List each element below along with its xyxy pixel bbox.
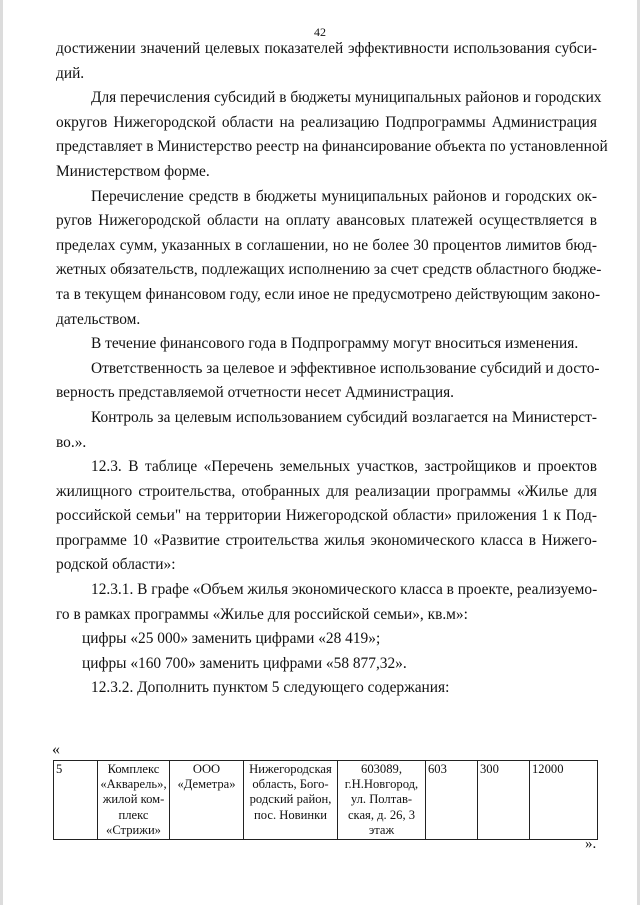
paragraph-line: цифры «160 700» заменить цифрами «58 877,32».: [82, 654, 407, 672]
paragraph-line: 12.3. В таблице «Перечень земельных участков, застройщиков и проектов: [91, 458, 597, 476]
paragraph-line: та в текущем финансовом году, если иное не предусмотрено действующим законо-: [56, 285, 601, 303]
projects-table: [53, 760, 598, 840]
scan-edge-left: [0, 0, 3, 905]
cell-address-line: 603089,: [361, 762, 402, 776]
paragraph-line: Ответственность за целевое и эффективное использование субсидий и досто-: [91, 359, 600, 377]
cell-project: [98, 761, 170, 840]
paragraph-line: во.».: [56, 433, 87, 451]
paragraph-line: дательством.: [56, 310, 141, 328]
paragraph-line: Контроль за целевым использованием субсидий возлагается на Министерст-: [91, 408, 597, 426]
cell-value-2: 300: [478, 761, 530, 840]
cell-address: [338, 761, 426, 840]
cell-location-line: родский район,: [249, 792, 332, 807]
paragraph-line: пределах сумм, указанных в соглашении, но не более 30 процентов лимитов бюд-: [56, 236, 597, 254]
cell-project-line: жилой ком-: [102, 792, 165, 807]
paragraph-line: достижении значений целевых показателей эффективности использования субси-: [56, 40, 597, 57]
paragraph-line: го в рамках программы «Жилье для российской семьи», кв.м»:: [56, 605, 468, 623]
closing-quote: ».: [585, 836, 597, 852]
cell-project-line: Комплекс: [107, 762, 160, 776]
cell-number: 5: [54, 761, 98, 840]
paragraph-line: верность представляемой отчетности несет Администрация.: [56, 384, 454, 402]
page-number: 42: [314, 25, 326, 39]
table-row: [54, 761, 598, 840]
paragraph-line: 12.3.1. В графе «Объем жилья экономического класса в проекте, реализуемо-: [91, 581, 598, 599]
cell-location-line: Нижегородская: [249, 762, 332, 776]
paragraph-line: программе 10 «Развитие строительства жилья экономического класса в Нижего-: [56, 531, 597, 549]
paragraph-line: дий.: [56, 64, 85, 82]
paragraph-line: Перечисление средств в бюджеты муниципальных районов и городских ок-: [91, 187, 597, 205]
cell-address-line: этаж: [368, 822, 395, 837]
cell-developer: [170, 761, 244, 840]
opening-quote: «: [52, 741, 60, 758]
cell-address-line: г.Н.Новгород,: [344, 777, 419, 792]
cell-developer-line: «Деметра»: [177, 777, 236, 792]
cell-project-line: «Акварель»,: [100, 777, 167, 792]
paragraph-line: представляет в Министерство реестр на финансирование объекта по установленной: [56, 138, 608, 156]
cell-value-3: 12000: [530, 761, 598, 840]
paragraph-line: жилищного строительства, отобранных для реализации программы «Жилье для: [56, 482, 597, 500]
cell-project-line: «Стрижи»: [106, 822, 161, 837]
paragraph-line: родской области»:: [56, 556, 176, 574]
document-body: [56, 37, 608, 701]
paragraph-line: Министерством форме.: [56, 162, 210, 180]
paragraph-line: цифры «25 000» заменить цифрами «28 419»;: [82, 630, 381, 648]
paragraph-line: Для перечисления субсидий в бюджеты муниципальных районов и городских: [91, 89, 602, 107]
paragraph-line: жетных обязательств, подлежащих исполнению за счет средств областного бюдже-: [56, 261, 602, 279]
cell-address-line: ул. Полтав-: [350, 792, 413, 807]
cell-value-1: 603: [426, 761, 478, 840]
cell-developer-line: ООО: [192, 762, 221, 776]
cell-address-line: ская, д. 26, 3: [347, 807, 416, 822]
paragraph-line: округов Нижегородской области на реализацию Подпрограммы Администрация: [56, 113, 597, 131]
cell-project-line: плекс: [118, 807, 149, 822]
cell-location-line: пос. Новинки: [254, 807, 327, 822]
cell-location: [244, 761, 338, 840]
paragraph-line: 12.3.2. Дополнить пунктом 5 следующего содержания:: [91, 679, 450, 697]
paragraph-line: российской семьи" на территории Нижегородской области» приложения 1 к Под-: [56, 507, 597, 525]
paragraph-line: ругов Нижегородской области на оплату авансовых платежей осуществляется в: [56, 212, 597, 230]
paragraph-line: В течение финансового года в Подпрограмму могут вноситься изменения.: [91, 335, 579, 353]
cell-location-line: область, Бого-: [252, 777, 329, 792]
